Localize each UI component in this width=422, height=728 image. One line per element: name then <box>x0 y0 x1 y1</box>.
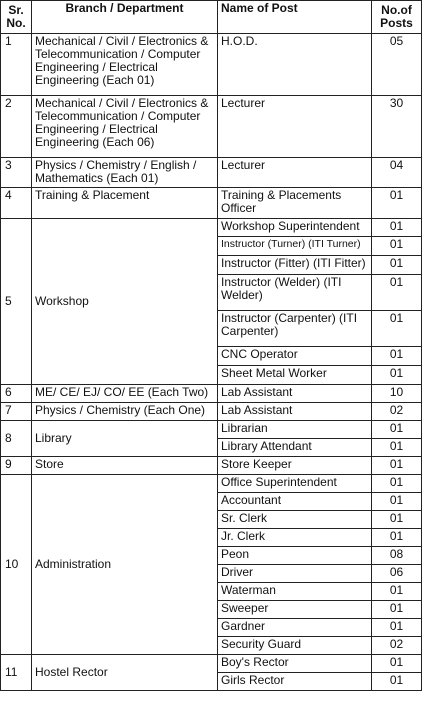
table-row <box>1 188 422 219</box>
post-name-cell: Librarian <box>218 421 372 439</box>
sr-no-cell: 3 <box>1 158 32 188</box>
post-name-cell: Waterman <box>218 583 372 601</box>
post-name-cell: Training & Placements Officer <box>218 188 372 219</box>
post-count-cell: 02 <box>372 403 422 421</box>
sr-no-cell: 4 <box>1 188 32 219</box>
branch-cell: Library <box>32 421 218 457</box>
post-count-cell: 01 <box>372 457 422 475</box>
post-name-cell: Store Keeper <box>218 457 372 475</box>
header-branch: Branch / Department <box>32 1 218 34</box>
post-count-cell: 01 <box>372 673 422 691</box>
branch-cell: Training & Placement <box>32 188 218 219</box>
post-count-cell: 04 <box>372 158 422 188</box>
post-count-cell: 01 <box>372 219 422 237</box>
post-name-cell: Sweeper <box>218 601 372 619</box>
post-count-cell: 30 <box>372 96 422 158</box>
post-name-cell: Jr. Clerk <box>218 529 372 547</box>
post-name-cell: Lab Assistant <box>218 385 372 403</box>
sr-no-cell: 11 <box>1 655 32 691</box>
header-row <box>1 1 422 34</box>
post-count-cell: 05 <box>372 34 422 96</box>
branch-cell: Mechanical / Civil / Electronics & Telecommunication / Computer Engineering / Electrical Engineering (Each 01) <box>32 34 218 96</box>
post-name-cell: Sheet Metal Worker <box>218 366 372 385</box>
table-row <box>1 385 422 403</box>
table-row <box>1 421 422 439</box>
post-name-cell: Library Attendant <box>218 439 372 457</box>
table-row <box>1 219 422 237</box>
branch-cell: Workshop <box>32 219 218 385</box>
post-count-cell: 01 <box>372 275 422 311</box>
post-name-cell: Boy's Rector <box>218 655 372 673</box>
sr-no-cell: 2 <box>1 96 32 158</box>
post-count-cell: 01 <box>372 347 422 366</box>
branch-cell: Administration <box>32 475 218 655</box>
post-name-cell: Driver <box>218 565 372 583</box>
table-row <box>1 96 422 158</box>
table-row <box>1 457 422 475</box>
post-count-cell: 01 <box>372 421 422 439</box>
post-name-cell: Lab Assistant <box>218 403 372 421</box>
table-row <box>1 158 422 188</box>
sr-no-cell: 5 <box>1 219 32 385</box>
post-count-cell: 08 <box>372 547 422 565</box>
post-name-cell: Gardner <box>218 619 372 637</box>
post-count-cell: 01 <box>372 475 422 493</box>
post-count-cell: 01 <box>372 439 422 457</box>
post-name-cell: Workshop Superintendent <box>218 219 372 237</box>
sr-no-cell: 9 <box>1 457 32 475</box>
post-count-cell: 02 <box>372 637 422 655</box>
post-name-cell: Instructor (Fitter) (ITI Fitter) <box>218 256 372 275</box>
post-name-cell: Instructor (Turner) (ITI Turner) <box>218 237 372 256</box>
post-count-cell: 01 <box>372 601 422 619</box>
table-row <box>1 403 422 421</box>
post-name-cell: Lecturer <box>218 158 372 188</box>
post-name-cell: Sr. Clerk <box>218 511 372 529</box>
branch-cell: Hostel Rector <box>32 655 218 691</box>
sr-no-cell: 1 <box>1 34 32 96</box>
sr-no-cell: 10 <box>1 475 32 655</box>
header-posts: No.of Posts <box>372 1 422 34</box>
post-count-cell: 01 <box>372 366 422 385</box>
branch-cell: Store <box>32 457 218 475</box>
post-name-cell: Lecturer <box>218 96 372 158</box>
table-row <box>1 655 422 673</box>
post-count-cell: 10 <box>372 385 422 403</box>
post-name-cell: Girls Rector <box>218 673 372 691</box>
post-count-cell: 01 <box>372 493 422 511</box>
post-count-cell: 01 <box>372 529 422 547</box>
post-count-cell: 01 <box>372 311 422 347</box>
sr-no-cell: 7 <box>1 403 32 421</box>
post-name-cell: Instructor (Welder) (ITI Welder) <box>218 275 372 311</box>
header-sr: Sr. No. <box>1 1 32 34</box>
table-row <box>1 475 422 493</box>
sr-no-cell: 8 <box>1 421 32 457</box>
post-name-cell: Peon <box>218 547 372 565</box>
header-post: Name of Post <box>218 1 372 34</box>
post-count-cell: 01 <box>372 237 422 256</box>
branch-cell: Mechanical / Civil / Electronics & Telecommunication / Computer Engineering / Electrical Engineering (Each 06) <box>32 96 218 158</box>
sr-no-cell: 6 <box>1 385 32 403</box>
branch-cell: ME/ CE/ EJ/ CO/ EE (Each Two) <box>32 385 218 403</box>
branch-cell: Physics / Chemistry / English / Mathematics (Each 01) <box>32 158 218 188</box>
table-body <box>1 34 422 691</box>
post-count-cell: 01 <box>372 619 422 637</box>
post-count-cell: 01 <box>372 511 422 529</box>
post-count-cell: 01 <box>372 188 422 219</box>
post-name-cell: Accountant <box>218 493 372 511</box>
post-count-cell: 06 <box>372 565 422 583</box>
post-name-cell: Security Guard <box>218 637 372 655</box>
post-name-cell: CNC Operator <box>218 347 372 366</box>
post-name-cell: Instructor (Carpenter) (ITI Carpenter) <box>218 311 372 347</box>
post-name-cell: Office Superintendent <box>218 475 372 493</box>
post-count-cell: 01 <box>372 655 422 673</box>
table-row <box>1 34 422 96</box>
post-name-cell: H.O.D. <box>218 34 372 96</box>
branch-cell: Physics / Chemistry (Each One) <box>32 403 218 421</box>
post-count-cell: 01 <box>372 583 422 601</box>
post-count-cell: 01 <box>372 256 422 275</box>
